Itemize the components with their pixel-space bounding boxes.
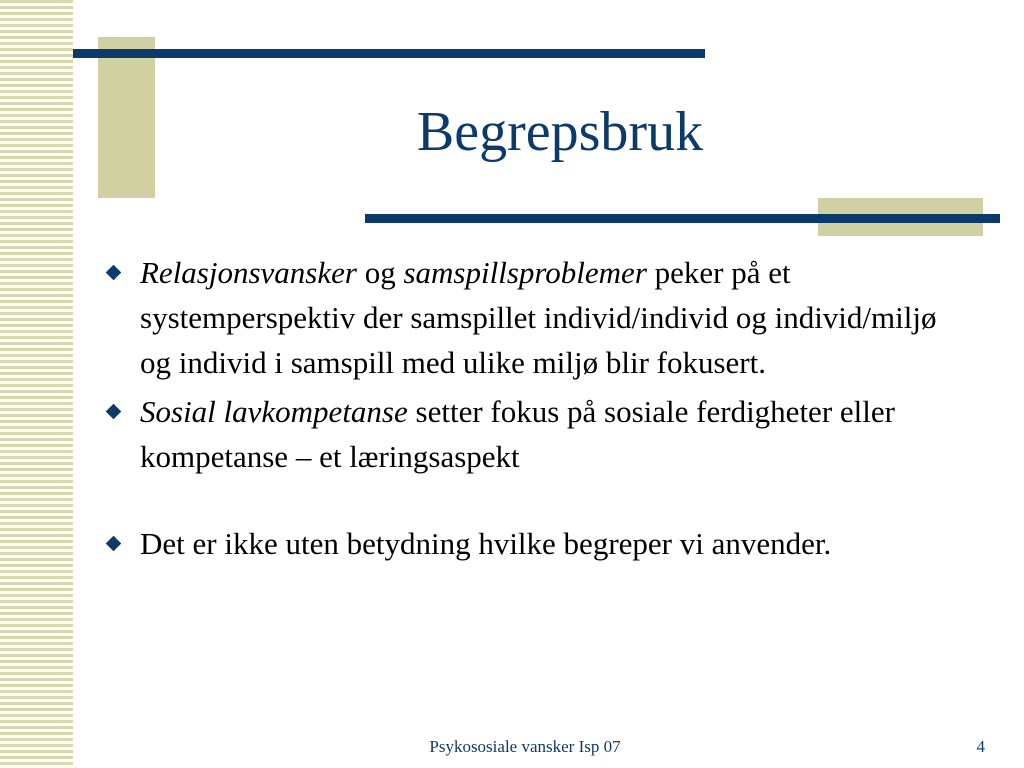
bullet-2-text <box>140 394 895 474</box>
bullet-3-text: Det er ikke uten betydning hvilke begreper vi anvender. <box>140 526 832 561</box>
slide-title: Begrepsbruk <box>416 101 704 163</box>
diamond-bullet-icon <box>106 404 122 420</box>
bullet-item-3 <box>108 521 968 566</box>
footer-text: Psykososiale vansker Isp 07 <box>429 737 621 756</box>
bullet-1-run-2: og <box>356 255 404 290</box>
top-accent-line <box>73 49 705 58</box>
bullet-1-run-4: peker på et systemperspektiv der samspillet individ/individ og individ/miljø og individ i samspill med ulike miljø blir fokusert. <box>140 255 937 380</box>
bullet-2-run-1: Sosial lavkompetanse <box>140 394 408 429</box>
bullet-1-text <box>140 255 936 380</box>
bullet-item-2 <box>108 389 968 479</box>
bullet-1-run-1: Relasjonsvansker <box>140 255 357 290</box>
diamond-bullet-icon <box>106 265 122 281</box>
bottom-accent-line <box>365 214 1000 223</box>
bullet-2-run-2: setter fokus på sosiale ferdigheter eller kompetanse – et læringsaspekt <box>140 394 895 474</box>
bullet-list <box>108 250 968 566</box>
bullet-item-1 <box>108 250 968 385</box>
bullet-1-run-3: samspillsproblemer <box>403 255 647 290</box>
page-number: 4 <box>976 737 985 756</box>
diamond-bullet-icon <box>106 536 122 552</box>
